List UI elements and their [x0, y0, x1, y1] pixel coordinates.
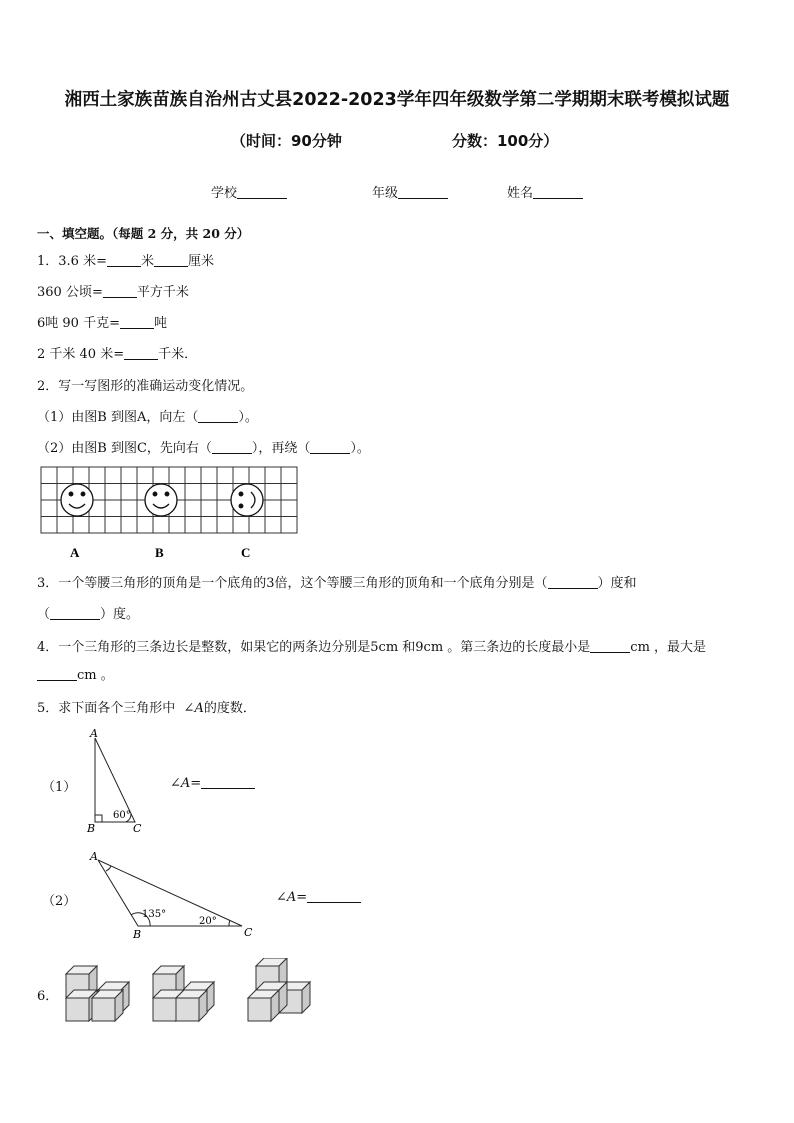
- vertex-b: B: [87, 822, 96, 835]
- answer-blank[interactable]: [307, 890, 361, 903]
- answer-blank[interactable]: [154, 254, 188, 267]
- cube-stack-1: [66, 966, 129, 1021]
- q2-stem: 2．写一写图形的准确运动变化情况。: [37, 379, 254, 394]
- cube-stack-3: [248, 958, 310, 1021]
- q5-text: 5．求下面各个三角形中: [37, 701, 176, 716]
- answer-blank[interactable]: [212, 441, 252, 454]
- q5-stem: [37, 697, 256, 716]
- q1-text: 2 千米 40 米=: [37, 347, 125, 362]
- q6-number: 6．: [37, 989, 59, 1004]
- answer-blank[interactable]: [124, 347, 158, 360]
- answer-blank[interactable]: [50, 607, 100, 620]
- answer-blank[interactable]: [120, 316, 154, 329]
- vertex-c: C: [244, 926, 253, 939]
- grade-blank[interactable]: [398, 186, 448, 199]
- q2-part1: [37, 406, 258, 425]
- triangle-1-figure: [84, 726, 154, 836]
- q5-answer-1: [170, 776, 255, 791]
- figure-label-a: A: [70, 545, 80, 560]
- exam-score: 分数：100分）: [452, 132, 559, 150]
- angle-label-20: 20°: [199, 916, 217, 927]
- cube-stacks-figure: [60, 958, 320, 1028]
- smiley-a-icon: [61, 484, 93, 516]
- angle-text: ∠A=: [170, 776, 202, 791]
- vertex-b: B: [133, 928, 142, 941]
- q2-part2: [37, 437, 370, 456]
- q1-line2: [37, 281, 189, 300]
- answer-blank[interactable]: [548, 576, 598, 589]
- q2-text: ）。: [350, 441, 370, 456]
- q1-text: 吨: [153, 316, 167, 331]
- grade-label: 年级: [372, 186, 399, 201]
- angle-label-135: 135°: [142, 909, 167, 920]
- page-title: 湘西土家族苗族自治州古丈县2022-2023学年四年级数学第二学期期末联考模拟试题: [64, 90, 730, 110]
- vertex-a: A: [90, 727, 98, 740]
- answer-blank[interactable]: [198, 410, 238, 423]
- angle-label-60: 60°: [113, 810, 131, 821]
- q5-text: 的度数．: [203, 701, 256, 716]
- q1-text: 厘米: [188, 254, 215, 269]
- figure-label-c: C: [241, 545, 251, 560]
- q3-text: ）度。: [100, 607, 140, 622]
- q1-line1: [37, 250, 214, 269]
- smiley-grid-figure: [40, 466, 300, 566]
- q2-text: （2）由图B 到图C，先向右（: [37, 441, 212, 456]
- name-blank[interactable]: [533, 186, 583, 199]
- q5-part1-label: （1）: [42, 780, 77, 795]
- q5-part2-label: （2）: [42, 894, 77, 909]
- q1-text: 360 公顷=: [37, 285, 103, 300]
- answer-blank[interactable]: [107, 254, 141, 267]
- q2-text: （1）由图B 到图A，向左（: [37, 410, 199, 425]
- q1-line4: [37, 343, 197, 362]
- name-label: 姓名: [507, 186, 534, 201]
- answer-blank[interactable]: [37, 668, 77, 681]
- section-heading: 一、填空题。（每题 2 分，共 20 分）: [37, 226, 250, 241]
- exam-time: （时间：90分钟: [231, 132, 342, 150]
- vertex-a: A: [90, 850, 98, 863]
- school-blank[interactable]: [237, 186, 287, 199]
- smiley-c-rotated-icon: [231, 484, 263, 516]
- q3-text: ）度和: [597, 576, 637, 591]
- q1-text: 千米．: [158, 347, 198, 362]
- triangle-2-figure: [86, 846, 261, 946]
- q2-text: ）。: [238, 410, 258, 425]
- figure-label-b: B: [155, 545, 164, 560]
- grade-field[interactable]: [372, 182, 448, 201]
- q3-text: （: [37, 607, 51, 622]
- angle-symbol: ∠A: [183, 701, 204, 716]
- q3-line1: [37, 572, 637, 591]
- school-field[interactable]: [211, 182, 287, 201]
- q4-text: cm 。: [77, 668, 114, 683]
- q4-text: 4．一个三角形的三条边长是整数，如果它的两条边分别是5cm 和9cm 。第三条边的长度最小是: [37, 640, 591, 655]
- q1-text: 米: [140, 254, 154, 269]
- q1-text: 1．3.6 米=: [37, 254, 107, 269]
- q4-line1: [37, 636, 706, 655]
- q5-answer-2: [276, 890, 361, 905]
- q3-text: 3．一个等腰三角形的顶角是一个底角的3倍，这个等腰三角形的顶角和一个底角分别是（: [37, 576, 548, 591]
- school-label: 学校: [211, 186, 238, 201]
- answer-blank[interactable]: [590, 640, 630, 653]
- angle-text: ∠A=: [276, 890, 308, 905]
- q2-text: ），再绕（: [251, 441, 311, 456]
- q4-line2: [37, 664, 114, 683]
- q1-line3: [37, 312, 167, 331]
- answer-blank[interactable]: [103, 285, 137, 298]
- cube-stack-2: [153, 966, 214, 1021]
- q1-text: 6吨 90 千克=: [37, 316, 120, 331]
- name-field[interactable]: [507, 182, 583, 201]
- answer-blank[interactable]: [310, 441, 350, 454]
- vertex-c: C: [133, 822, 142, 835]
- q1-text: 平方千米: [136, 285, 189, 300]
- answer-blank[interactable]: [201, 776, 255, 789]
- q4-text: cm ，最大是: [630, 640, 707, 655]
- smiley-b-icon: [145, 484, 177, 516]
- q3-line2: [37, 603, 139, 622]
